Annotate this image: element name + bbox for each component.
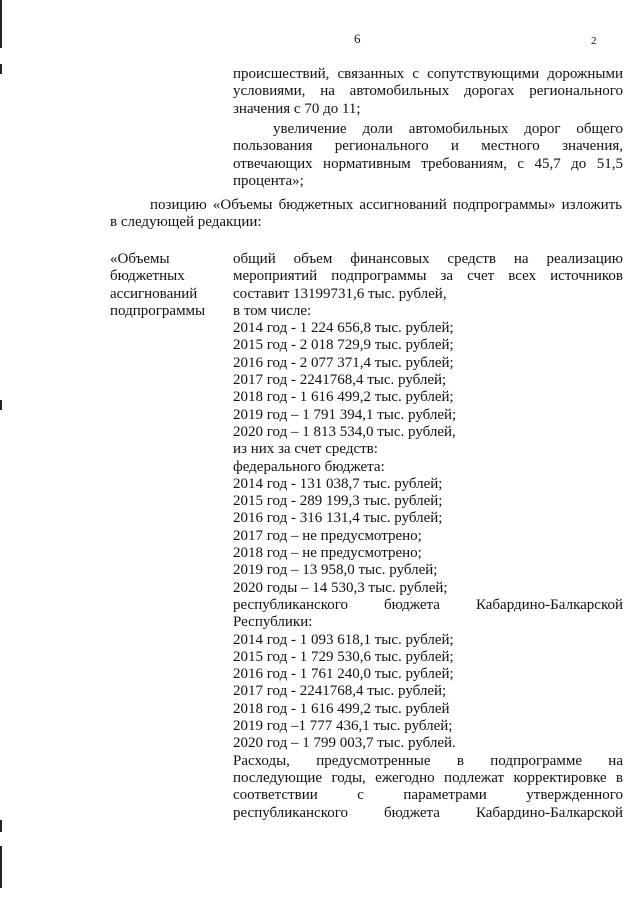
year-line: федерального бюджета:: [233, 458, 385, 475]
year-line: 2018 год - 1 616 499,2 тыс. рублей: [233, 700, 450, 717]
text-line: последующие годы, ежегодно подлежат корректировке в: [233, 769, 623, 786]
text-line: условиями, на автомобильных дорогах регионального: [233, 83, 623, 100]
corner-mark: 2: [591, 35, 597, 47]
text-line: в следующей редакции:: [110, 214, 262, 231]
year-line: 2019 год –1 777 436,1 тыс. рублей;: [233, 718, 453, 735]
margin-mark: [0, 846, 2, 888]
margin-mark: [0, 820, 2, 832]
year-line: 2014 год - 1 093 618,1 тыс. рублей;: [233, 631, 454, 648]
text-line: пользования регионального и местного значения,: [233, 138, 623, 155]
year-line: 2017 год - 2241768,4 тыс. рублей;: [233, 372, 447, 389]
year-line: 2019 год – 1 791 394,1 тыс. рублей;: [233, 406, 457, 423]
year-line: 2017 год – не предусмотрено;: [233, 527, 422, 544]
year-line: 2020 год – 1 813 534,0 тыс. рублей,: [233, 423, 456, 440]
page-number: 6: [354, 31, 361, 46]
year-line: 2020 год – 1 799 003,7 тыс. рублей.: [233, 735, 456, 752]
text-line: общий объем финансовых средств на реализацию: [233, 251, 623, 267]
text-line: Республики:: [233, 614, 313, 631]
text-line: республиканского бюджета Кабардино-Балкарской: [233, 596, 623, 613]
year-line: из них за счет средств:: [233, 441, 378, 458]
year-line: 2016 год - 2 077 371,4 тыс. рублей;: [233, 354, 454, 371]
text-line: процента»;: [233, 172, 304, 189]
text-line: увеличение доли автомобильных дорог общего: [273, 121, 623, 137]
label-line: ассигнований: [110, 285, 198, 302]
text-line: мероприятий подпрограммы за счет всех источников: [233, 268, 623, 285]
continuation-paragraph-2: [233, 121, 623, 190]
year-line: 2019 год – 13 958,0 тыс. рублей;: [233, 562, 438, 579]
text-line: составит 13199731,6 тыс. рублей,: [233, 285, 447, 302]
table-content-column: [233, 251, 623, 822]
text-line: соответствии с параметрами утвержденного: [233, 787, 623, 804]
year-line: 2014 год - 131 038,7 тыс. рублей;: [233, 475, 443, 492]
year-line: 2017 год - 2241768,4 тыс. рублей;: [233, 683, 447, 700]
margin-mark: [0, 0, 2, 48]
text-line: позицию «Объемы бюджетных ассигнований подпрограммы» изложить: [150, 197, 622, 213]
year-line: 2016 год - 1 761 240,0 тыс. рублей;: [233, 666, 454, 683]
label-line: «Объемы: [110, 251, 170, 267]
label-line: подпрограммы: [110, 302, 206, 319]
year-line: 2014 год - 1 224 656,8 тыс. рублей;: [233, 320, 454, 337]
position-paragraph: [110, 197, 622, 232]
table-label-column: [110, 251, 220, 320]
year-line: 2018 год – не предусмотрено;: [233, 545, 422, 562]
text-line: республиканского бюджета Кабардино-Балкарской: [233, 804, 623, 821]
year-line: 2020 годы – 14 530,3 тыс. рублей;: [233, 579, 448, 596]
margin-mark: [0, 400, 2, 410]
year-line: 2015 год - 2 018 729,9 тыс. рублей;: [233, 337, 454, 354]
label-line: бюджетных: [110, 268, 185, 285]
text-line: Расходы, предусмотренные в подпрограмме на: [233, 752, 623, 769]
year-line: в том числе:: [233, 302, 312, 319]
text-line: происшествий, связанных с сопутствующими дорожными: [233, 66, 623, 82]
year-line: 2015 год - 289 199,3 тыс. рублей;: [233, 493, 443, 510]
year-line: 2015 год - 1 729 530,6 тыс. рублей;: [233, 648, 454, 665]
text-line: отвечающих нормативным требованиям, с 45,7 до 51,5: [233, 155, 623, 172]
margin-mark: [0, 64, 2, 74]
text-line: значения с 70 до 11;: [233, 100, 361, 117]
year-line: 2016 год - 316 131,4 тыс. рублей;: [233, 510, 443, 527]
continuation-paragraph-1: [233, 66, 623, 118]
year-line: 2018 год - 1 616 499,2 тыс. рублей;: [233, 389, 454, 406]
